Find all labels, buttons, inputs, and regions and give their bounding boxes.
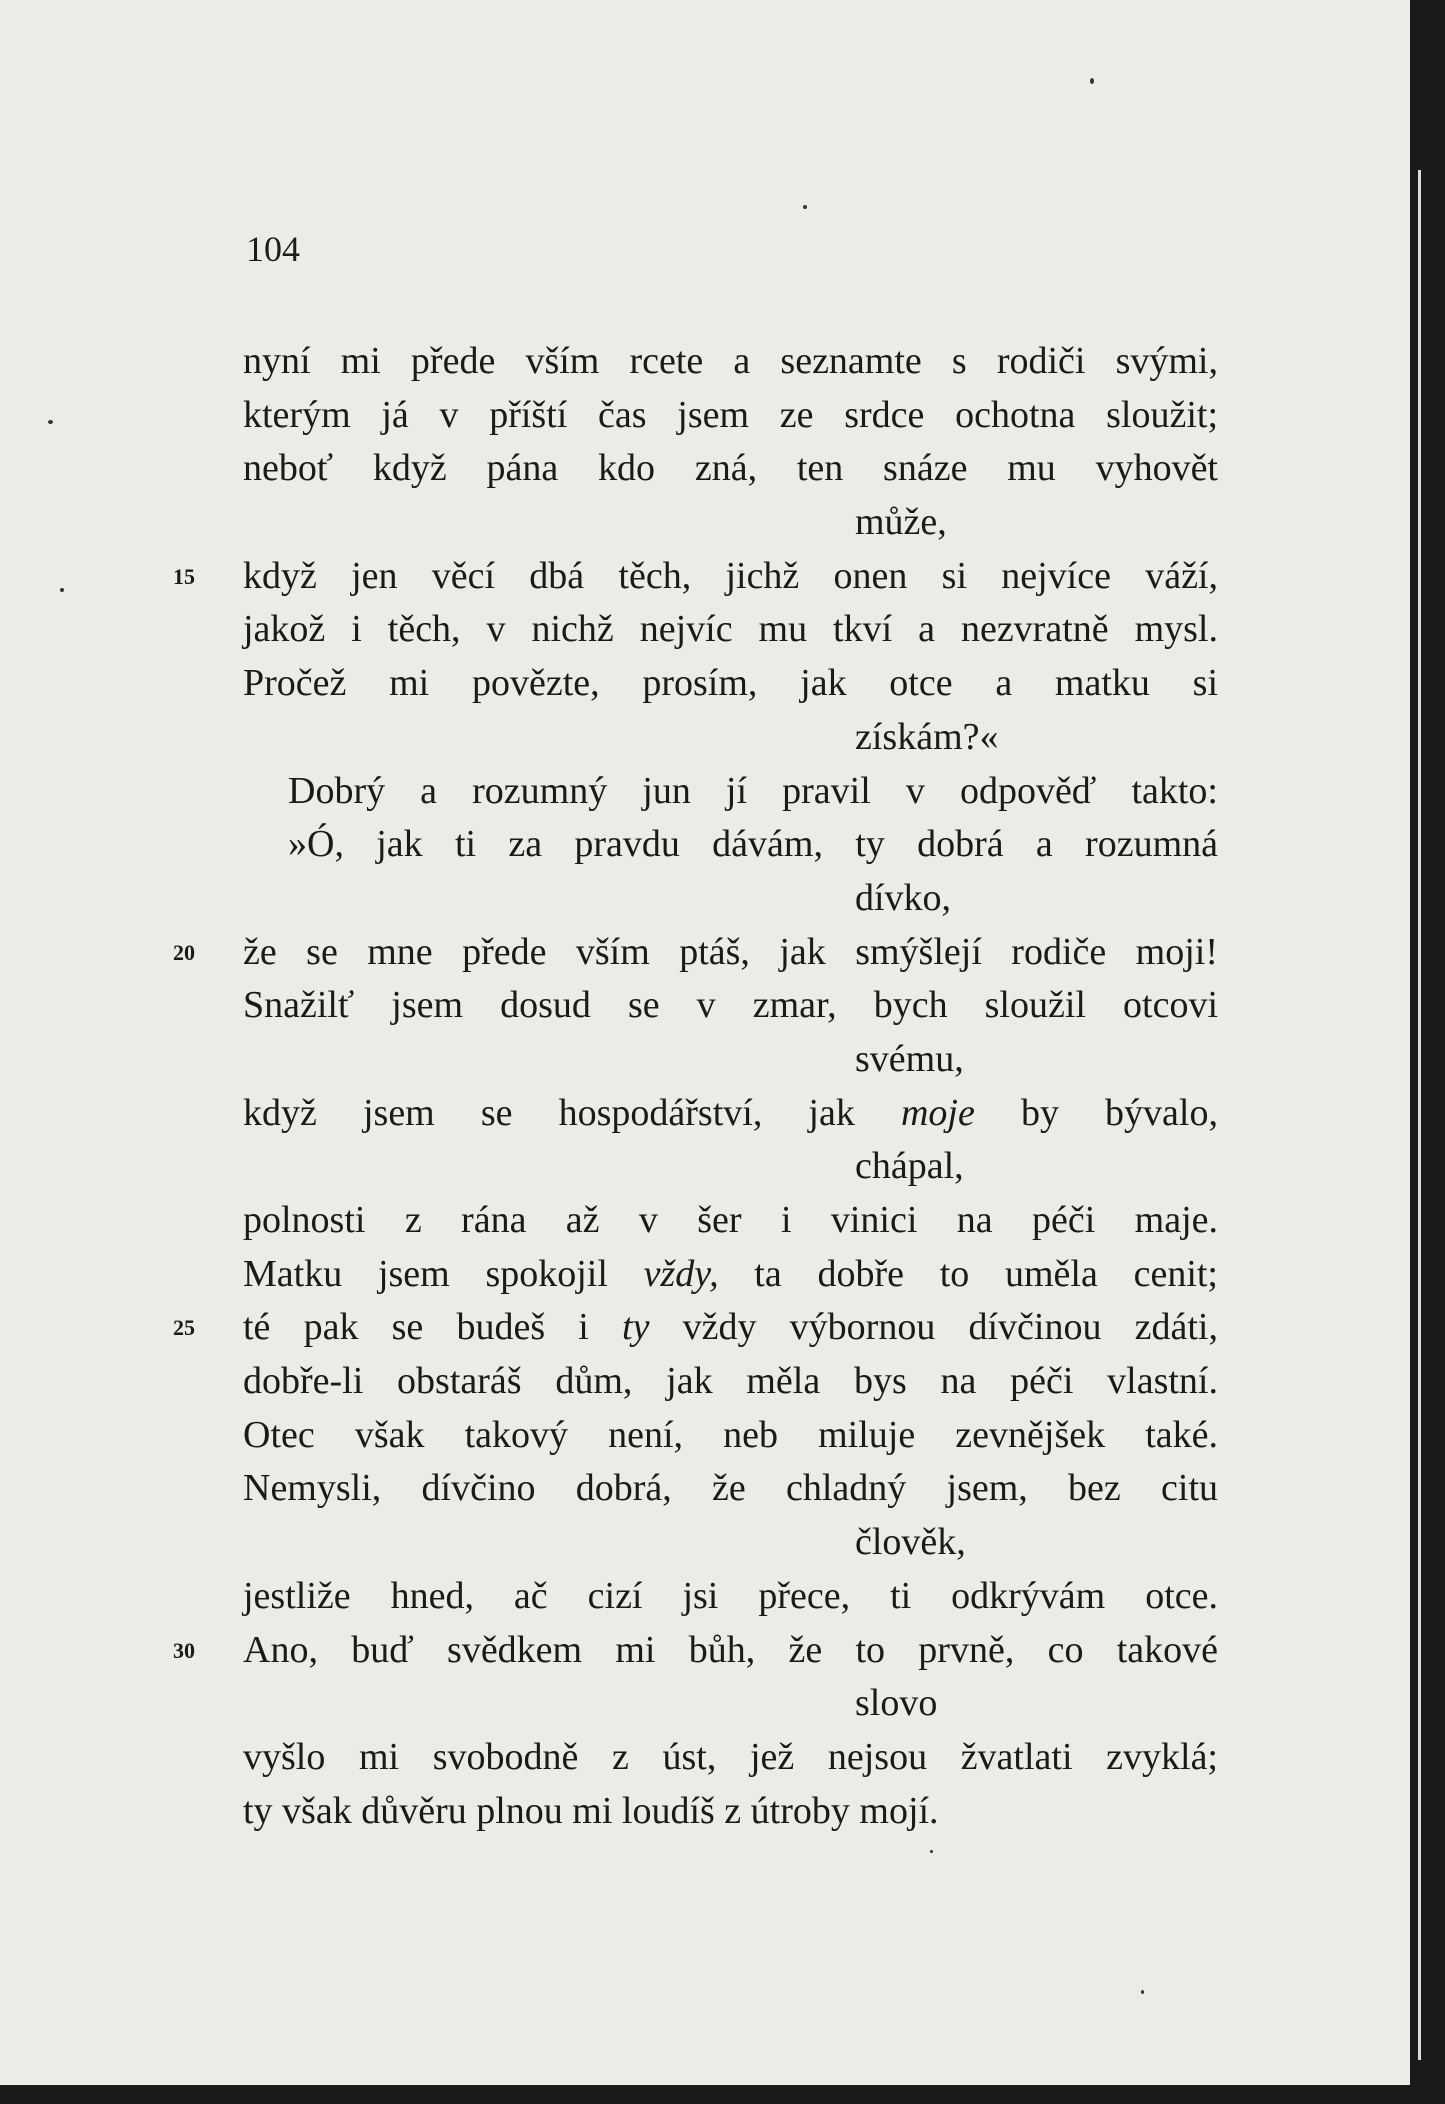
line-number: 30: [173, 1637, 195, 1663]
line-text: když jsem se hospodářství, jak moje by bývalo,: [243, 1091, 1218, 1134]
poem-line: [243, 765, 1218, 819]
poem-line: [173, 1301, 1218, 1355]
line-text: Matku jsem spokojil vždy, ta dobře to uměla cenit;: [243, 1252, 1218, 1295]
poem-line: [243, 1570, 1218, 1624]
poem-line: [243, 1785, 1218, 1839]
poem-line: [173, 550, 1218, 604]
line-text: kterým já v příští čas jsem ze srdce ochotna sloužit;: [243, 393, 1218, 436]
line-text: člověk,: [855, 1521, 966, 1564]
poem-line: [243, 1677, 1218, 1731]
line-text: ty však důvěru plnou mi loudíš z útroby mojí.: [243, 1789, 939, 1832]
page-number: 104: [246, 229, 300, 269]
line-number: 20: [173, 939, 195, 965]
poem-line: [243, 818, 1218, 872]
line-text: Ano, buď svědkem mi bůh, že to prvně, co takové: [243, 1628, 1218, 1671]
poem-line: [243, 1355, 1218, 1409]
line-text: chápal,: [855, 1145, 964, 1188]
line-text: získám?«: [855, 715, 999, 758]
line-text: Otec však takový není, neb miluje zevnějšek také.: [243, 1413, 1218, 1456]
poem-line: [243, 1409, 1218, 1463]
line-text: »Ó, jak ti za pravdu dávám, ty dobrá a rozumná: [288, 823, 1218, 866]
page-edge: [1418, 170, 1421, 2060]
line-text: dívko,: [855, 876, 952, 919]
line-text: Nemysli, dívčino dobrá, že chladný jsem, bez citu: [243, 1467, 1218, 1510]
poem-line: [243, 335, 1218, 389]
line-text: Pročež mi povězte, prosím, jak otce a matku si: [243, 662, 1218, 705]
poem-line: [243, 1033, 1218, 1087]
poem-line: [173, 926, 1218, 980]
line-text: když jen věcí dbá těch, jichž onen si nejvíce váží,: [243, 554, 1218, 597]
poem-line: [243, 711, 1218, 765]
poem-line: [243, 1731, 1218, 1785]
poem-line: [243, 979, 1218, 1033]
line-text: vyšlo mi svobodně z úst, jež nejsou žvatlati zvyklá;: [243, 1735, 1218, 1778]
line-text: slovo: [855, 1682, 938, 1725]
line-text: jakož i těch, v nichž nejvíc mu tkví a nezvratně mysl.: [243, 608, 1218, 651]
line-text: Dobrý a rozumný jun jí pravil v odpověď takto:: [288, 769, 1218, 812]
line-number: 15: [173, 563, 195, 589]
line-text: jestliže hned, ač cizí jsi přece, ti odkrývám otce.: [243, 1574, 1218, 1617]
line-text: té pak se budeš i ty vždy výbornou dívčinou zdáti,: [243, 1306, 1218, 1349]
poem-line: [243, 1194, 1218, 1248]
line-text: svému,: [855, 1037, 964, 1080]
line-text: může,: [855, 501, 947, 544]
poem-line: [243, 496, 1218, 550]
poem-line: [243, 657, 1218, 711]
line-text: dobře-li obstaráš dům, jak měla bys na péči vlastní.: [243, 1360, 1218, 1403]
line-number: 25: [173, 1315, 195, 1341]
poem-line: [243, 389, 1218, 443]
poem-line: [243, 1462, 1218, 1516]
line-text: Snažilť jsem dosud se v zmar, bych sloužil otcovi: [243, 984, 1218, 1027]
line-text: neboť když pána kdo zná, ten snáze mu vyhovět: [243, 447, 1218, 490]
line-text: že se mne přede vším ptáš, jak smýšlejí rodiče moji!: [243, 930, 1218, 973]
poem-line: [243, 442, 1218, 496]
poem-text: [173, 335, 1218, 1838]
poem-line: [243, 872, 1218, 926]
poem-line: [173, 1624, 1218, 1678]
line-text: nyní mi přede vším rcete a seznamte s rodiči svými,: [243, 340, 1218, 382]
poem-line: [243, 1248, 1218, 1302]
poem-line: [243, 1087, 1218, 1141]
line-text: polnosti z rána až v šer i vinici na péči maje.: [243, 1199, 1218, 1241]
poem-line: [243, 1516, 1218, 1570]
poem-line: [243, 1140, 1218, 1194]
poem-line: [243, 603, 1218, 657]
